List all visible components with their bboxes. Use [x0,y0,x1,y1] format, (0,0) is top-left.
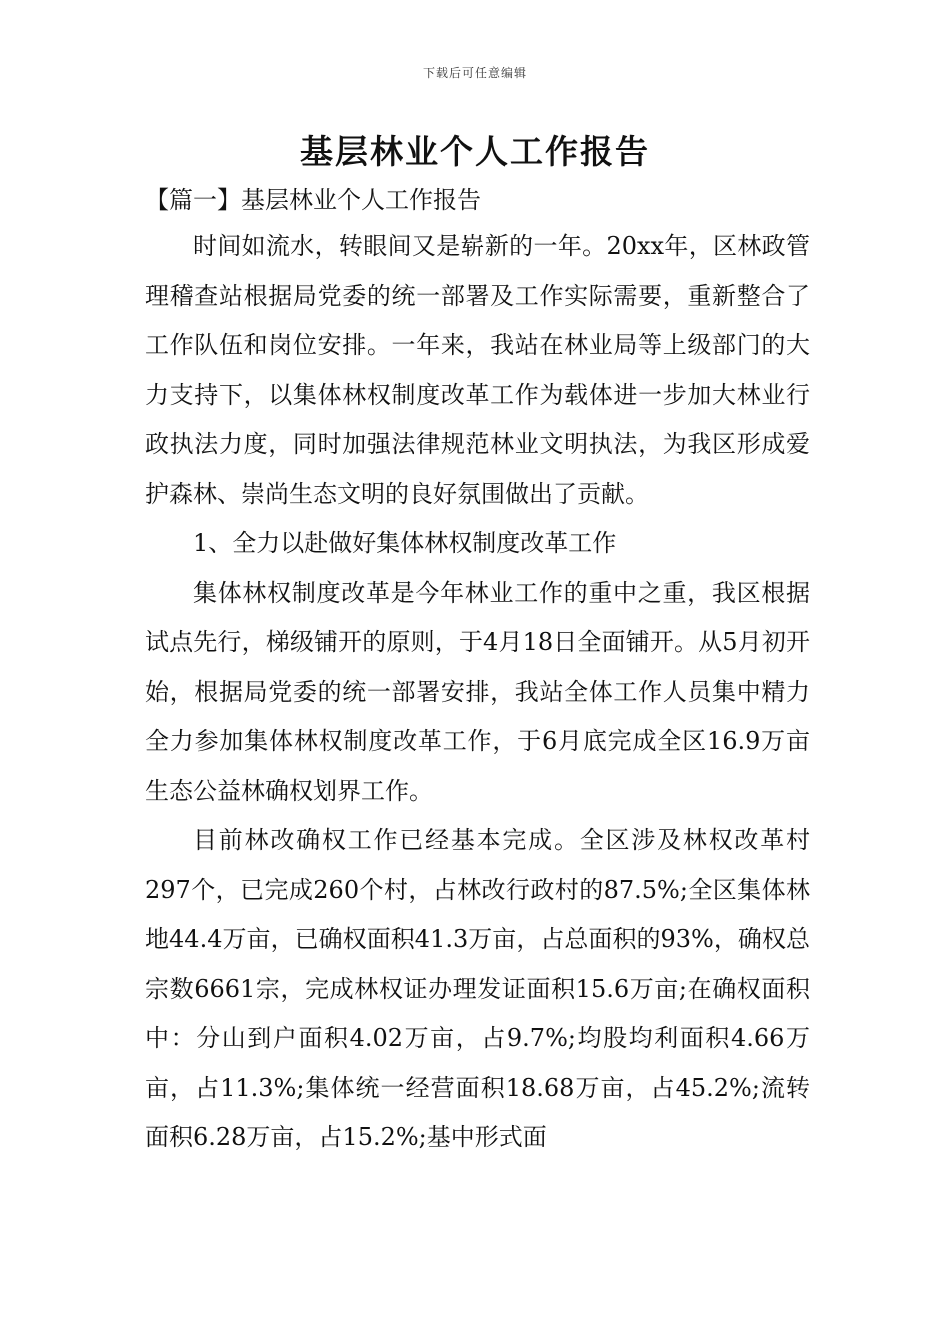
document-title: 基层林业个人工作报告 [300,132,650,171]
document-body [145,222,810,1163]
section-heading: 【篇一】基层林业个人工作报告 [145,186,481,214]
paragraph-reform-progress: 集体林权制度改革是今年林业工作的重中之重，我区根据试点先行，梯级铺开的原则，于4月18日全面铺开。从5月初开始，根据局党委的统一部署安排，我站全体工作人员集中精力全力参加集体林权制度改革工作，于6月底完成全区16.9万亩生态公益林确权划界工作。 [145,578,810,805]
page-header-note: 下载后可任意编辑 [422,66,527,80]
paragraph-intro: 时间如流水，转眼间又是崭新的一年。20xx年，区林政管理稽查站根据局党委的统一部署及工作实际需要，重新整合了工作队伍和岗位安排。一年来，我站在林业局等上级部门的大力支持下，以集体林权制度改革工作为载体进一步加大林业行政执法力度，同时加强法律规范林业文明执法，为我区形成爱护森林、崇尚生态文明的良好氛围做出了贡献。 [145,232,810,508]
subheading-forest-rights-reform: 1、全力以赴做好集体林权制度改革工作 [193,529,617,557]
paragraph-reform-statistics: 目前林改确权工作已经基本完成。全区涉及林权改革村297个，已完成260个村，占林改行政村的87.5%;全区集体林地44.4万亩，已确权面积41.3万亩，占总面积的93%，确权总宗数6661宗，完成林权证办理发证面积15.6万亩;在确权面积中：分山到户面积4.02万亩，占9.7%;均股均利面积4.66万亩，占11.3%;集体统一经营面积18.68万亩，占45.2%;流转面积6.28万亩，占15.2%;基中形式面 [145,826,810,1151]
